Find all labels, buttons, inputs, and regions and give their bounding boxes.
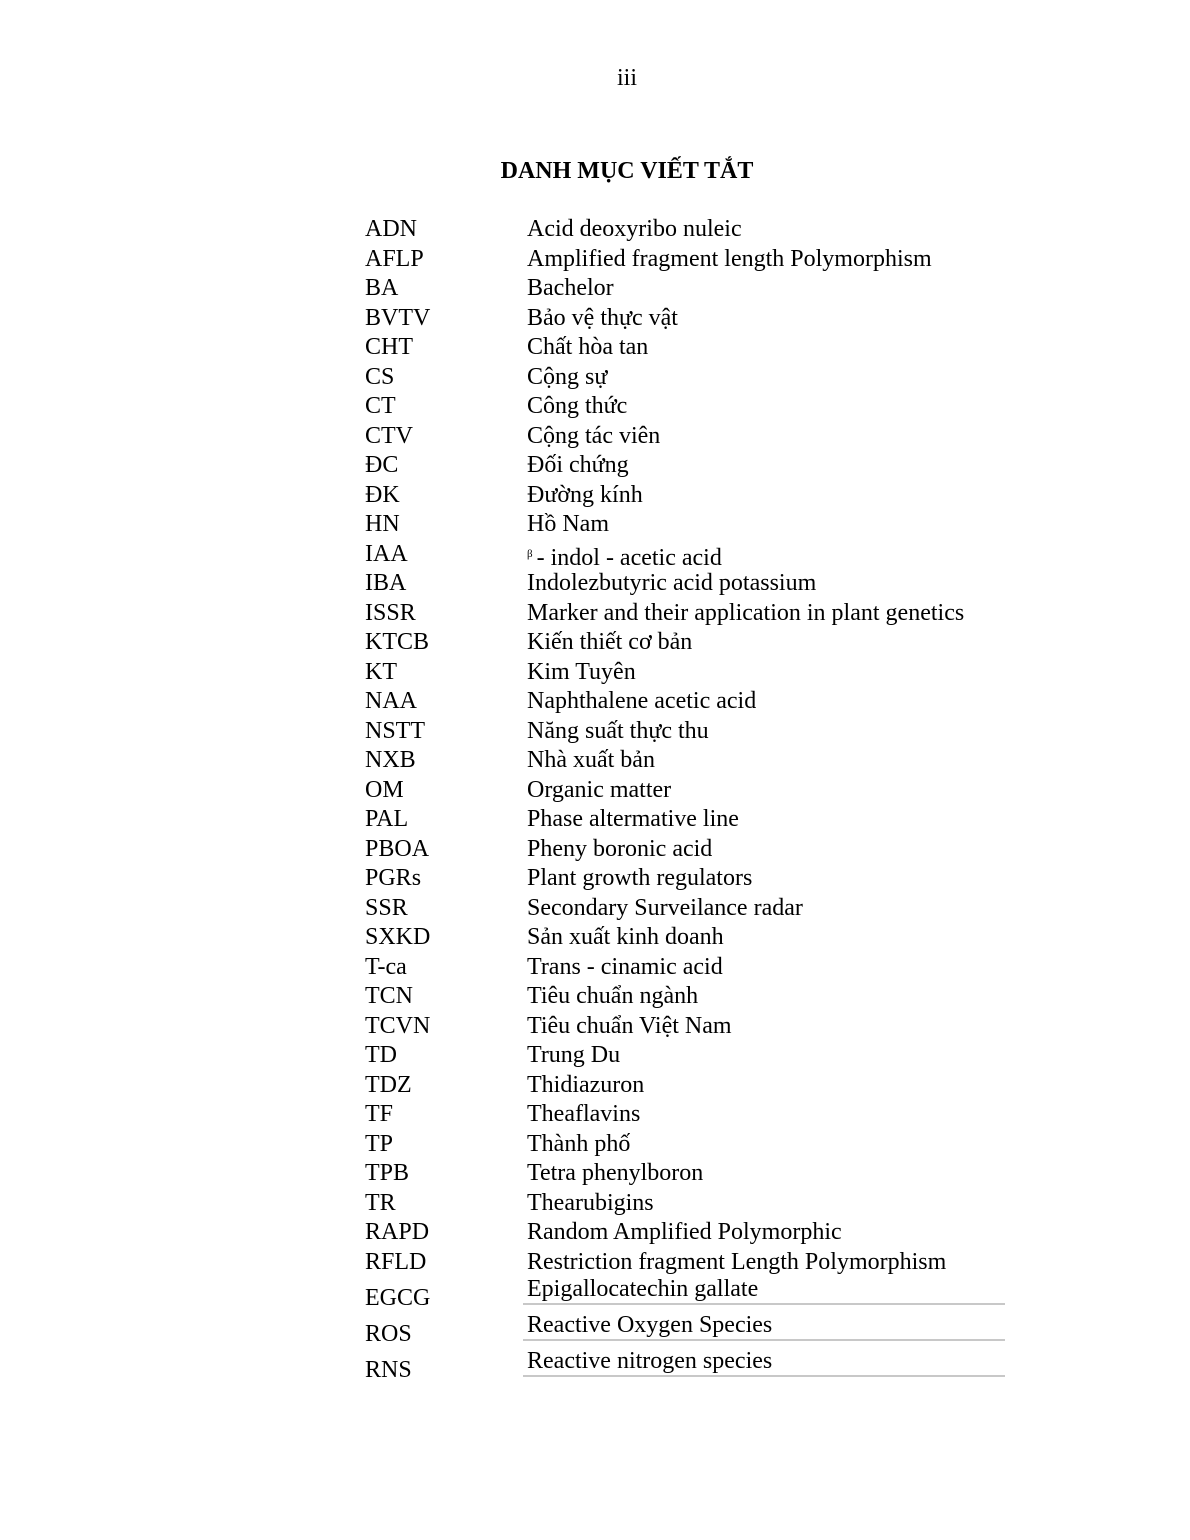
definition: Cộng tác viên — [527, 422, 661, 449]
abbreviation: ĐK — [365, 481, 400, 508]
abbreviation-row — [365, 540, 1005, 570]
abbreviation: RFLD — [365, 1248, 427, 1275]
abbreviation-row — [365, 1218, 1005, 1248]
abbreviation: T-ca — [365, 953, 407, 980]
definition: Amplified fragment length Polymorphism — [527, 245, 932, 272]
abbreviation-row — [365, 1041, 1005, 1071]
definition: Tiêu chuẩn Việt Nam — [527, 1012, 732, 1039]
abbreviation: SXKD — [365, 924, 431, 950]
definition: Phase altermative line — [527, 806, 739, 832]
abbreviation: ĐC — [365, 452, 399, 478]
definition: Cộng sự — [527, 363, 608, 390]
abbreviation: CHT — [365, 334, 413, 360]
definition: Marker and their application in plant genetics — [527, 599, 965, 626]
definition: Hồ Nam — [527, 511, 609, 537]
abbreviation-row — [365, 569, 1005, 599]
definition: Acid deoxyribo nuleic — [527, 216, 742, 242]
abbreviation-row — [365, 923, 1005, 953]
definition: Secondary Surveilance radar — [527, 894, 803, 921]
definition: Thearubigins — [527, 1189, 654, 1216]
abbreviation-row — [365, 215, 1005, 245]
abbreviation-row — [365, 1313, 1005, 1349]
definition: Sản xuất kinh doanh — [527, 924, 724, 950]
abbreviation: PBOA — [365, 835, 430, 862]
abbreviation-row — [365, 392, 1005, 422]
abbreviation: AFLP — [365, 245, 424, 272]
abbreviation: BVTV — [365, 304, 431, 331]
abbreviation: TCVN — [365, 1012, 431, 1039]
abbreviation-row — [365, 304, 1005, 334]
abbreviation: TD — [365, 1042, 397, 1068]
abbreviation-row — [365, 245, 1005, 275]
abbreviation-row — [365, 1100, 1005, 1130]
definition: Chất hòa tan — [527, 334, 649, 360]
abbreviation-row — [365, 687, 1005, 717]
definition: Bachelor — [527, 275, 614, 301]
abbreviation-row — [365, 894, 1005, 924]
abbreviation: NAA — [365, 688, 417, 714]
abbreviation-row — [365, 835, 1005, 865]
definition: Đường kính — [527, 481, 643, 508]
abbreviation-row — [365, 1130, 1005, 1160]
definition: Đối chứng — [527, 452, 629, 478]
definition: Công thức — [527, 393, 628, 419]
abbreviation: TF — [365, 1101, 394, 1127]
definition: Reactive nitrogen species — [523, 1347, 1005, 1377]
definition: Bảo vệ thực vật — [527, 304, 678, 331]
abbreviation: ISSR — [365, 599, 416, 626]
abbreviation-row — [365, 451, 1005, 481]
abbreviation-list — [365, 215, 1005, 1385]
definition: Restriction fragment Length Polymorphism — [527, 1248, 947, 1275]
abbreviation-row — [365, 776, 1005, 806]
abbreviation: PGRs — [365, 865, 422, 891]
definition: Tetra phenylboron — [527, 1160, 704, 1186]
abbreviation: KT — [365, 658, 397, 685]
abbreviation: CS — [365, 363, 395, 390]
definition: Theaflavins — [527, 1101, 641, 1127]
definition: Nhà xuất bản — [527, 747, 655, 773]
definition: Năng suất thực thu — [527, 717, 709, 744]
abbreviation-row — [365, 274, 1005, 304]
definition — [527, 540, 722, 574]
abbreviation-row — [365, 599, 1005, 629]
abbreviation: TPB — [365, 1160, 410, 1186]
abbreviation: IBA — [365, 570, 407, 596]
abbreviation: TDZ — [365, 1071, 412, 1098]
abbreviation: NXB — [365, 747, 416, 773]
abbreviation-row — [365, 805, 1005, 835]
definition: Indolezbutyric acid potassium — [527, 570, 817, 596]
abbreviation-row — [365, 1159, 1005, 1189]
abbreviation-row — [365, 717, 1005, 747]
abbreviation-row — [365, 1012, 1005, 1042]
abbreviation: PAL — [365, 806, 409, 832]
abbreviation-row — [365, 363, 1005, 393]
definition-prefix: β — [527, 547, 533, 560]
abbreviation-row — [365, 481, 1005, 511]
definition: Trung Du — [527, 1042, 621, 1068]
abbreviation: IAA — [365, 540, 408, 567]
definition: Kim Tuyên — [527, 658, 636, 685]
abbreviation-row — [365, 953, 1005, 983]
abbreviation-row — [365, 982, 1005, 1012]
definition: Kiến thiết cơ bản — [527, 629, 693, 655]
definition: Organic matter — [527, 776, 672, 803]
definition: Reactive Oxygen Species — [523, 1311, 1005, 1341]
abbreviation: HN — [365, 511, 400, 537]
abbreviation: BA — [365, 275, 399, 301]
abbreviation-row — [365, 422, 1005, 452]
abbreviation-row — [365, 746, 1005, 776]
definition: Thành phố — [527, 1130, 631, 1157]
definition: Tiêu chuẩn ngành — [527, 983, 699, 1009]
abbreviation-row — [365, 658, 1005, 688]
abbreviation: EGCG — [365, 1285, 431, 1311]
definition: Plant growth regulators — [527, 865, 753, 891]
abbreviation-row — [365, 864, 1005, 894]
abbreviation-row — [365, 1248, 1005, 1278]
abbreviation: ROS — [365, 1321, 412, 1347]
abbreviation-row — [365, 333, 1005, 363]
definition: Thidiazuron — [527, 1071, 645, 1098]
definition: Random Amplified Polymorphic — [527, 1219, 842, 1245]
abbreviation: ADN — [365, 216, 417, 242]
abbreviation: TCN — [365, 983, 413, 1009]
abbreviation: TP — [365, 1130, 394, 1157]
abbreviation-row — [365, 1189, 1005, 1219]
abbreviation-row — [365, 1277, 1005, 1313]
abbreviation: KTCB — [365, 629, 430, 655]
abbreviation: SSR — [365, 894, 408, 921]
definition: Pheny boronic acid — [527, 835, 713, 862]
abbreviation-row — [365, 510, 1005, 540]
abbreviation: CTV — [365, 422, 413, 449]
abbreviation: RNS — [365, 1357, 412, 1383]
definition: Naphthalene acetic acid — [527, 688, 757, 714]
definition-text: - indol - acetic acid — [536, 544, 722, 571]
abbreviation-row — [365, 1071, 1005, 1101]
abbreviation: RAPD — [365, 1219, 430, 1245]
abbreviation: OM — [365, 776, 404, 803]
abbreviation-row — [365, 628, 1005, 658]
abbreviation-row — [365, 1349, 1005, 1385]
definition: Epigallocatechin gallate — [523, 1275, 1005, 1305]
page-number: iii — [616, 65, 637, 91]
abbreviation: TR — [365, 1189, 396, 1216]
abbreviation: CT — [365, 393, 396, 419]
page-title: DANH MỤC VIẾT TẮT — [500, 158, 754, 184]
definition: Trans - cinamic acid — [527, 953, 723, 980]
abbreviation: NSTT — [365, 717, 425, 744]
